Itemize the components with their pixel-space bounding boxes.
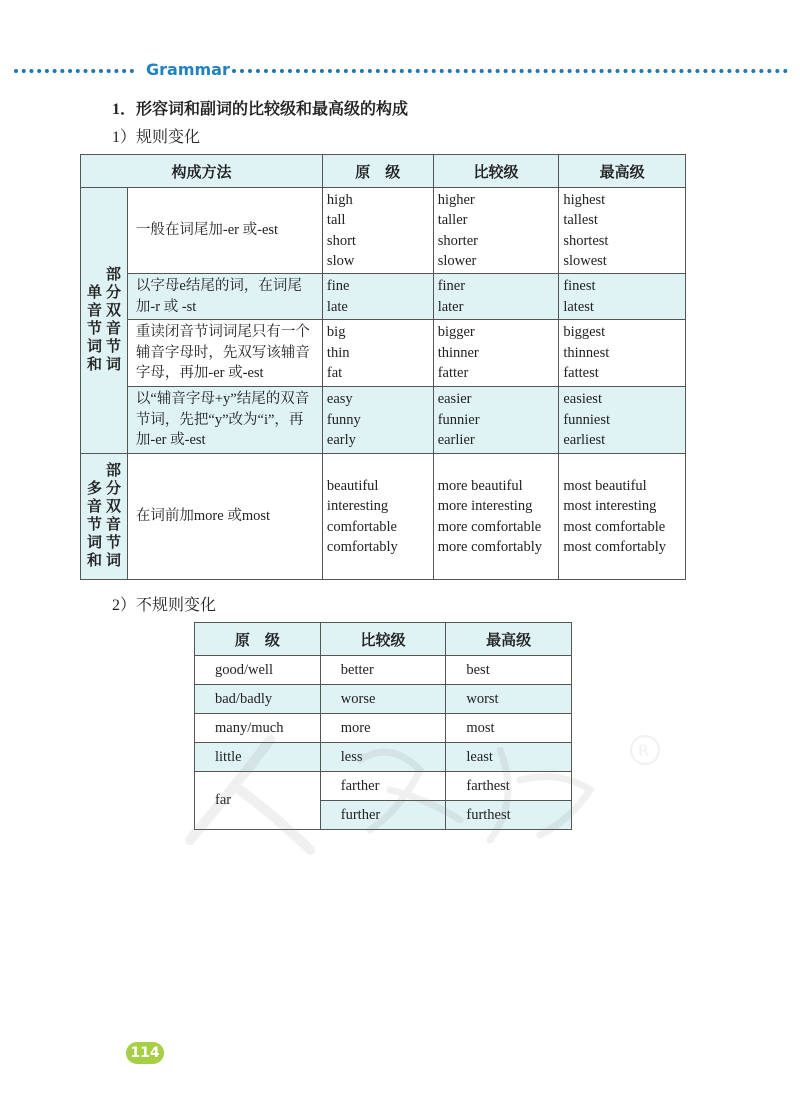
table-header-row: [195, 623, 572, 656]
table-row: [81, 320, 686, 387]
superlative-cell: most: [446, 714, 572, 743]
superlative-cell: worst: [446, 685, 572, 714]
regular-change-table: [80, 154, 686, 580]
superlative-cell: most beautiful most interesting most comfortable most comfortably: [559, 454, 686, 580]
comparative-cell: bigger thinner fatter: [433, 320, 559, 387]
header-superlative: 最高级: [446, 623, 572, 656]
base-cell: big thin fat: [322, 320, 433, 387]
comparative-cell: farther: [320, 772, 446, 801]
base-cell: easy funny early: [322, 387, 433, 454]
header-base: 原 级: [322, 155, 433, 188]
superlative-cell: finest latest: [559, 274, 686, 320]
table-row: [81, 274, 686, 320]
comparative-cell: better: [320, 656, 446, 685]
method-cell: 以字母e结尾的词，在词尾加-r 或 -st: [127, 274, 322, 320]
table-row: [81, 188, 686, 274]
comparative-cell: worse: [320, 685, 446, 714]
group-label-right: 部 分 双 音 节 词: [105, 266, 121, 373]
header-method: 构成方法: [81, 155, 323, 188]
base-cell: good/well: [195, 656, 321, 685]
method-cell: 在词前加more 或most: [127, 454, 322, 580]
comparative-cell: finer later: [433, 274, 559, 320]
comparative-cell: more beautiful more interesting more comfortable more comfortably: [433, 454, 559, 580]
table-row: [195, 714, 572, 743]
table-row: [195, 772, 572, 801]
comparative-cell: easier funnier earlier: [433, 387, 559, 454]
header-superlative: 最高级: [559, 155, 686, 188]
page-title: 1．形容词和副词的比较级和最高级的构成: [112, 101, 409, 118]
base-cell: bad/badly: [195, 685, 321, 714]
method-cell: 以“辅音字母+y”结尾的双音节词，先把“y”改为“i”，再加-er 或-est: [127, 387, 322, 454]
group-label-left: 多 音 节 词 和: [86, 480, 102, 569]
base-cell: far: [195, 772, 321, 830]
base-cell: beautiful interesting comfortable comfortably: [322, 454, 433, 580]
irregular-change-table: [194, 622, 572, 830]
table-row: [195, 743, 572, 772]
header-comparative: 比较级: [433, 155, 559, 188]
header-comparative: 比较级: [320, 623, 446, 656]
base-cell: high tall short slow: [322, 188, 433, 274]
header-base: 原 级: [195, 623, 321, 656]
group-label-monosyllabic: [81, 188, 128, 454]
header-dotted-rule-left: [14, 66, 134, 76]
superlative-cell: easiest funniest earliest: [559, 387, 686, 454]
table-row: [195, 685, 572, 714]
comparative-cell: more: [320, 714, 446, 743]
superlative-cell: biggest thinnest fattest: [559, 320, 686, 387]
regular-subtitle: 1）规则变化: [112, 129, 201, 146]
method-cell: 一般在词尾加-er 或-est: [127, 188, 322, 274]
table-header-row: [81, 155, 686, 188]
base-cell: many/much: [195, 714, 321, 743]
superlative-cell: least: [446, 743, 572, 772]
superlative-cell: highest tallest shortest slowest: [559, 188, 686, 274]
svg-text:R: R: [638, 741, 650, 760]
table-row: [81, 387, 686, 454]
base-cell: fine late: [322, 274, 433, 320]
table-row: [81, 454, 686, 580]
comparative-cell: less: [320, 743, 446, 772]
page-number-badge: 114: [126, 1042, 164, 1064]
group-label-right: 部 分 双 音 节 词: [105, 462, 121, 569]
superlative-cell: best: [446, 656, 572, 685]
superlative-cell: furthest: [446, 801, 572, 830]
group-label-polysyllabic: [81, 454, 128, 580]
header-dotted-rule-right: [232, 66, 788, 76]
base-cell: little: [195, 743, 321, 772]
superlative-cell: farthest: [446, 772, 572, 801]
section-header-title: Grammar: [146, 60, 230, 79]
table-row: [195, 656, 572, 685]
comparative-cell: further: [320, 801, 446, 830]
comparative-cell: higher taller shorter slower: [433, 188, 559, 274]
method-cell: 重读闭音节词词尾只有一个辅音字母时，先双写该辅音字母，再加-er 或-est: [127, 320, 322, 387]
group-label-left: 单 音 节 词 和: [86, 284, 102, 373]
irregular-subtitle: 2）不规则变化: [112, 597, 217, 614]
